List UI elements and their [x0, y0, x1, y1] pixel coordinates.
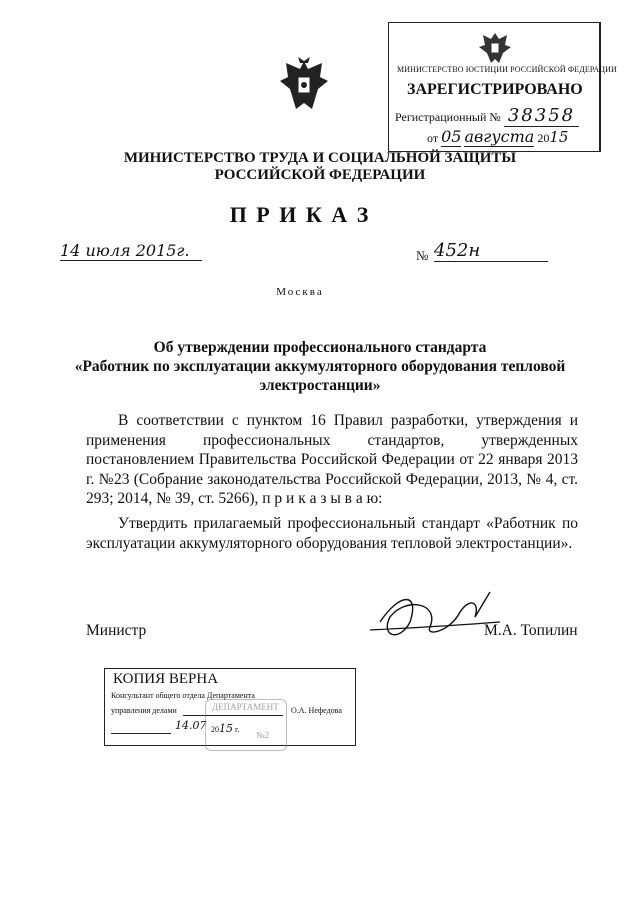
order-city: Москва [276, 286, 324, 298]
copy-certification-stamp [104, 668, 356, 746]
copy-date-day: 14.07 [175, 719, 207, 732]
registration-status: ЗАРЕГИСТРИРОВАНО [407, 81, 583, 98]
copy-line1: Консультант общего отдела Департамента [111, 691, 255, 700]
registration-date-row [427, 127, 568, 146]
coat-of-arms-icon [475, 29, 515, 65]
ministry-name-line1: МИНИСТЕРСТВО ТРУДА И СОЦИАЛЬНОЙ ЗАЩИТЫ [123, 150, 517, 166]
registration-date-year-prefix: 20 [537, 131, 550, 145]
registration-date-month: августа [464, 127, 535, 146]
copy-line2-right: О.А. Нефедова [291, 706, 342, 715]
copy-year-suffix: г. [235, 725, 240, 734]
signature-icon [360, 582, 510, 652]
copy-date-underline [111, 733, 171, 734]
signatory-name: М.А. Топилин [484, 622, 578, 639]
registration-date-day: 05 [441, 127, 462, 146]
body-paragraph-1: В соответствии с пунктом 16 Правил разработки, утверждения и применения профессиональных стандартов, утвержденных постановлением Правительства Российской Федерации от 22 января 2013 г. №23 (Собрание законодательства Российской Федерации, 2013, № 4, ст. 293; 2014, № 39, ст. 5266), п р и к а з ы в а ю: [86, 412, 578, 507]
copy-heading: КОПИЯ ВЕРНА [113, 671, 219, 687]
registration-date-label: от [427, 131, 439, 145]
registration-ministry: МИНИСТЕРСТВО ЮСТИЦИИ РОССИЙСКОЙ ФЕДЕРАЦИИ [397, 65, 617, 74]
seal-text: ДЕПАРТАМЕНТ [212, 702, 279, 712]
order-title-line2: «Работник по эксплуатации аккумуляторного оборудования тепловой [74, 358, 566, 375]
order-title-line1: Об утверждении профессионального стандарта [153, 339, 487, 356]
order-date: 14 июля 2015г. [60, 241, 202, 261]
ministry-name-line2: РОССИЙСКОЙ ФЕДЕРАЦИИ [214, 167, 426, 183]
registration-number: 38358 [504, 105, 579, 127]
document-type: П Р И К А З [229, 202, 371, 227]
department-seal [205, 699, 287, 751]
registration-stamp [388, 22, 617, 152]
copy-year: 15 [219, 722, 233, 735]
registration-date-year: 15 [549, 128, 569, 146]
order-title-line3: электростанции» [259, 377, 381, 394]
coat-of-arms-icon [278, 55, 330, 117]
copy-line2-left: управления делами [111, 706, 177, 715]
registration-number-row [395, 105, 579, 126]
order-number-label: № [416, 248, 429, 263]
seal-number: №2 [256, 730, 270, 740]
registration-number-label: Регистрационный № [395, 110, 501, 124]
order-number: 452н [434, 240, 548, 262]
signatory-title: Министр [86, 622, 147, 639]
copy-year-prefix: 20 [211, 725, 219, 734]
body-paragraph-2: Утвердить прилагаемый профессиональный стандарт «Работник по эксплуатации аккумуляторного оборудования тепловой электростанции». [86, 515, 578, 552]
